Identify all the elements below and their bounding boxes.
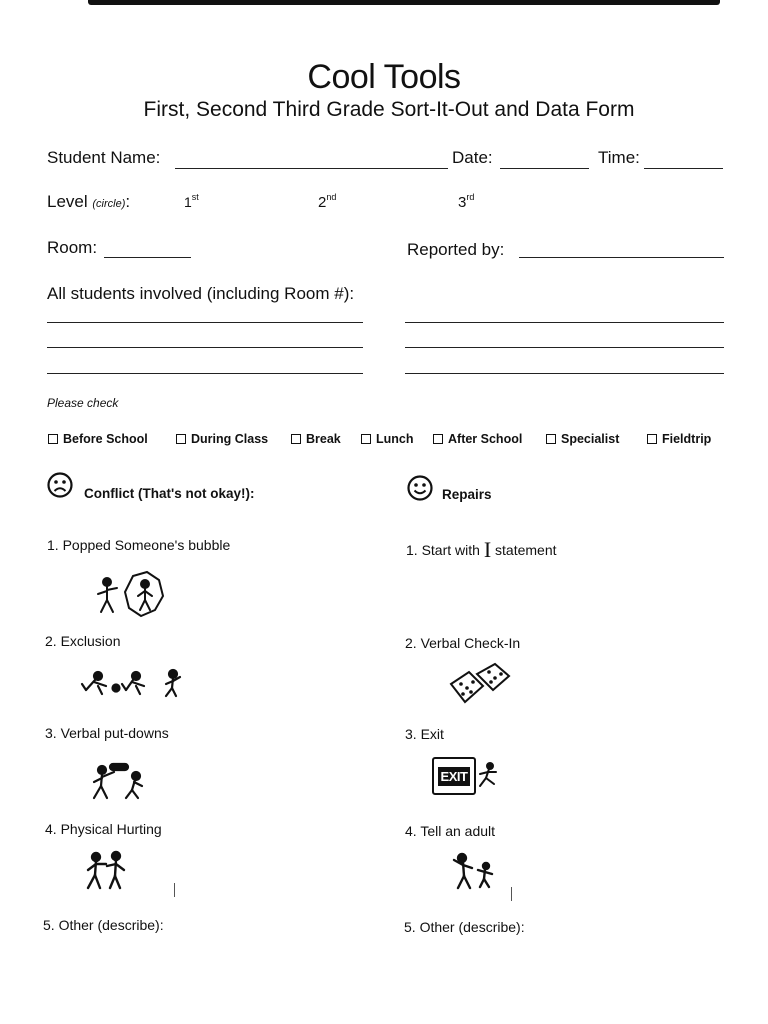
level-option-1[interactable] bbox=[184, 194, 199, 210]
conflict-item-2: 2. Exclusion bbox=[45, 633, 121, 649]
margin-tick bbox=[511, 887, 512, 901]
level-2-num: 2 bbox=[318, 194, 327, 211]
checkbox-square[interactable] bbox=[291, 434, 301, 444]
students-line-right-1[interactable] bbox=[405, 322, 724, 323]
conflict-heading: Conflict (That's not okay!): bbox=[84, 486, 255, 501]
checkbox-label: Before School bbox=[63, 432, 148, 446]
level-hint: (circle) bbox=[92, 198, 126, 210]
level-1-num: 1 bbox=[184, 194, 192, 210]
checkbox-specialist[interactable] bbox=[546, 432, 619, 446]
reported-by-label: Reported by: bbox=[407, 240, 505, 259]
students-line-right-2[interactable] bbox=[405, 347, 724, 348]
repairs-heading: Repairs bbox=[442, 487, 492, 502]
big-i-glyph: I bbox=[483, 537, 492, 562]
time-label: Time: bbox=[598, 148, 640, 167]
date-field[interactable] bbox=[500, 152, 589, 169]
room-label: Room: bbox=[47, 238, 98, 257]
checkbox-before-school[interactable] bbox=[48, 432, 148, 446]
level-2-sup: nd bbox=[326, 192, 337, 202]
checkbox-label: Fieldtrip bbox=[662, 432, 712, 446]
checkbox-label: Specialist bbox=[561, 432, 620, 446]
repairs-item-5: 5. Other (describe): bbox=[404, 919, 525, 935]
level-colon: : bbox=[125, 192, 131, 211]
time-field[interactable] bbox=[644, 152, 723, 169]
repairs-item-4: 4. Tell an adult bbox=[405, 823, 496, 839]
repairs-item-3: 3. Exit bbox=[405, 726, 444, 742]
level-text: Level bbox=[47, 192, 88, 211]
checkbox-square[interactable] bbox=[176, 434, 186, 444]
checkbox-square[interactable] bbox=[48, 434, 58, 444]
please-check-label: Please check bbox=[47, 396, 119, 410]
running-person-icon bbox=[474, 762, 500, 788]
level-1-sup: st bbox=[191, 192, 199, 202]
checkbox-square[interactable] bbox=[361, 434, 371, 444]
students-line-left-2[interactable] bbox=[47, 347, 363, 348]
student-name-label: Student Name: bbox=[47, 148, 161, 167]
reported-by-field[interactable] bbox=[519, 242, 724, 258]
checkbox-during-class[interactable] bbox=[176, 432, 268, 446]
checkbox-square[interactable] bbox=[433, 434, 443, 444]
exclusion-icon bbox=[80, 668, 185, 698]
top-edge-bar bbox=[88, 0, 720, 5]
conflict-item-5: 5. Other (describe): bbox=[43, 917, 164, 933]
level-option-3[interactable] bbox=[458, 194, 474, 211]
students-line-left-1[interactable] bbox=[47, 322, 363, 323]
checkbox-square[interactable] bbox=[647, 434, 657, 444]
margin-tick bbox=[174, 883, 175, 897]
page-title: Cool Tools bbox=[307, 58, 461, 96]
students-involved-label: All students involved (including Room #): bbox=[47, 284, 355, 303]
checkbox-label: Break bbox=[306, 432, 341, 446]
repairs-item-1-prefix: 1. Start with bbox=[406, 542, 484, 558]
checkbox-label: During Class bbox=[191, 432, 269, 446]
exit-sign-text: EXIT bbox=[438, 767, 471, 786]
student-name-field[interactable] bbox=[175, 152, 448, 169]
put-down-icon bbox=[90, 762, 150, 802]
tell-adult-icon bbox=[450, 852, 500, 892]
repairs-item-2: 2. Verbal Check-In bbox=[405, 635, 521, 651]
physical-hurting-icon bbox=[82, 850, 132, 892]
page-subtitle: First, Second Third Grade Sort-It-Out and Data Form bbox=[143, 98, 635, 121]
date-label: Date: bbox=[452, 148, 493, 167]
checkbox-break[interactable] bbox=[291, 432, 341, 446]
checkbox-square[interactable] bbox=[546, 434, 556, 444]
level-3-sup: rd bbox=[466, 192, 475, 202]
repairs-item-1 bbox=[406, 537, 557, 563]
conflict-item-3: 3. Verbal put-downs bbox=[45, 725, 169, 741]
checkbox-label: After School bbox=[448, 432, 523, 446]
checkbox-fieldtrip[interactable] bbox=[647, 432, 711, 446]
popped-bubble-icon bbox=[95, 570, 170, 620]
checkbox-lunch[interactable] bbox=[361, 432, 414, 446]
level-option-2[interactable] bbox=[318, 194, 336, 211]
conflict-item-4: 4. Physical Hurting bbox=[45, 821, 162, 837]
level-3-num: 3 bbox=[458, 194, 467, 211]
conflict-item-1: 1. Popped Someone's bubble bbox=[47, 537, 231, 553]
students-line-left-3[interactable] bbox=[47, 373, 363, 374]
checkbox-after-school[interactable] bbox=[433, 432, 522, 446]
level-label bbox=[47, 192, 130, 212]
repairs-item-1-suffix: statement bbox=[491, 542, 557, 558]
students-line-right-3[interactable] bbox=[405, 373, 724, 374]
sad-face-icon bbox=[47, 472, 73, 498]
exit-sign-icon bbox=[432, 757, 476, 795]
checkbox-label: Lunch bbox=[376, 432, 414, 446]
dice-icon bbox=[447, 660, 515, 708]
smiley-face-icon bbox=[407, 475, 433, 501]
room-field[interactable] bbox=[104, 242, 191, 258]
